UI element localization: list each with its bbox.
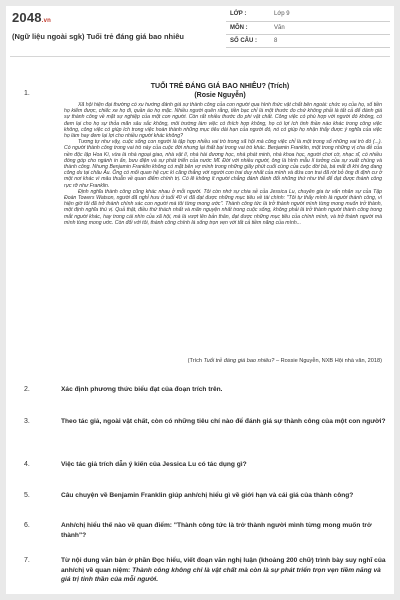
question-number: 3. <box>24 418 30 425</box>
reading-passage <box>64 102 382 226</box>
question-number: 6. <box>24 522 30 529</box>
question-number: 4. <box>24 461 30 468</box>
header-divider <box>10 56 390 57</box>
worksheet-subtitle: (Ngữ liệu ngoài sgk) Tuổi trẻ đáng giá bao nhiêu <box>12 32 184 41</box>
question-text: Theo tác giả, ngoài vật chất, còn có những tiêu chí nào để đánh giá sự thành công của một con người? <box>61 418 386 425</box>
passage-paragraph: Định nghĩa thành công cũng khác nhau ở mỗi người. Tôi còn nhớ sự chia sẻ của Jessica Lu, chuyên gia tư vấn nhân sự của Tập Đoàn Towers Watson, người đã nghỉ hưu ở tuổi 40 vì đã đạt được những mục tiêu về tài chính: "Tôi tự thấy mình là người thành công, vì hiện giờ tôi đã trở thành chính xác con người mà tôi từng mong ước". Thành công tức là trở thành người mình từng mong muốn trở thành, một định nghĩa thú vị. Quả thật, điều thứ thách nhất và mãn nguyện nhất trong cuộc sống, không phải là trở thành người thành công trong mắt người khác, hay trong cái nhìn của xã hội, mà là vượt lên bản thân, đạt được những mục tiêu của chính mình, và trở thành người mà mình từng mong ước. Còn đối với tôi, thành công chính là sống trọn vẹn với tất cả tiềm năng của mình... <box>64 188 382 226</box>
question-text: Anh/chị hiểu thế nào về quan điểm: "Thành công tức là trở thành người mình từng mong muốn trở thành"? <box>61 522 372 539</box>
worksheet-page <box>6 6 394 594</box>
question-number: 2. <box>24 386 30 393</box>
passage-source: (Trích Tuổi trẻ đáng giá bao nhiêu? – Rossie Nguyễn, NXB Hội nhà văn, 2018) <box>187 358 382 364</box>
question-text: Xác định phương thức biểu đạt của đoạn trích trên. <box>61 386 223 393</box>
info-row-class: LỚP : Lớp 9 <box>226 8 390 21</box>
site-logo[interactable]: 2048.vn <box>12 10 52 25</box>
passage-paragraph: Xã hội hiện đại thường có xu hướng đánh giá sự thành công của con người qua hình thức vật chất bên ngoài: chức vụ của họ, số tiền họ kiếm được, chiếc xe họ đi, quần áo họ mặc. Nhiều người quên rằng, tiền bạc chỉ là một thước đo chứ không phải là tất cả để đánh giá sự thành công về mặt sự nghiệp của một con người. Còn rất nhiều thước đo phi vật chất. Công việc có phù hợp với người đó không, có đem lại cho họ sự thỏa mãn sâu sắc không, môi trường làm việc có thích hợp không, họ có lợi ích tinh thần nào khác trong công việc không, công việc có giúp ích trong việc hoàn thành những mục tiêu dài hạn của người đó, nó có giúp họ nhận thấy được ý nghĩa của việc họ làm hay đem lại lợi cho nhiều người khác không? <box>64 102 382 140</box>
question-text: Câu chuyện về Benjamin Franklin giúp anh/chị hiểu gì về giới hạn và cái giá của thành công? <box>61 492 354 499</box>
worksheet-header <box>6 6 394 52</box>
passage-author: (Rosie Nguyễn) <box>194 92 246 99</box>
question-number: 1. <box>24 90 30 97</box>
question-number: 5. <box>24 492 30 499</box>
passage-title-text: TUỔI TRẺ ĐÁNG GIÁ BAO NHIÊU? (Trích) <box>150 83 290 90</box>
info-table <box>226 8 390 48</box>
question-text: Việc tác giả trích dẫn ý kiến của Jessica Lu có tác dụng gì? <box>61 461 247 468</box>
passage-title <box>61 82 379 100</box>
question-text: Từ nội dung văn bản ở phần Đọc hiểu, viết đoạn văn nghị luận (khoảng 200 chữ) trình bày suy nghĩ của anh/chị về quan niệm: Thành công không chỉ là vật chất mà còn là sự phát triển trọn vẹn tiềm năng và giá trị tinh thần của mỗi người. <box>61 557 386 583</box>
info-row-subject: MÔN : Văn <box>226 21 390 34</box>
passage-paragraph: Tương tự như vậy, cuộc sống con người là tập hợp nhiều vai trò trong xã hội mà công việc chỉ là một trong số những vai trò đó (...). Có người thành công trong vai trò này của cuộc đời nhưng lại thất bại trong vai trò khác. Benjamin Franklin, một trong những vị cha đẻ của nền độc lập Hoa Kì, vừa là nhà ngoại giao, nhà vật lí, nhà hài đương học, nhà phát minh, nhà khoa học, người chơi cờ, nhạc sĩ, có nhiều đóng góp cho ngành in ấn, bưu điện và sự phát triển của nước Mĩ. Đời với nhiều người, ông là hình mẫu lí tưởng của sự xuất chúng và thành công. Nhưng Benjamin Franklin không có mặt bên vợ mình trong những giây phút cuối cùng của cuộc đời bà, bà mất đi khi ông đang công du tại châu Âu. Ông có mối quan hệ cực kì căng thẳng với người con trai duy nhất của mình và đứa con trai đã rời bỏ ông đi định cư ở một nơi khác vì mâu thuẫn về quan điểm chính trị. Có lẽ không ít người chẳng đánh đánh đổi những thứ như thế để đạt được thành công rực rỡ như Franklin. <box>64 139 382 189</box>
question-number: 7. <box>24 557 30 564</box>
info-row-question-count: SỐ CÂU : 8 <box>226 34 390 47</box>
